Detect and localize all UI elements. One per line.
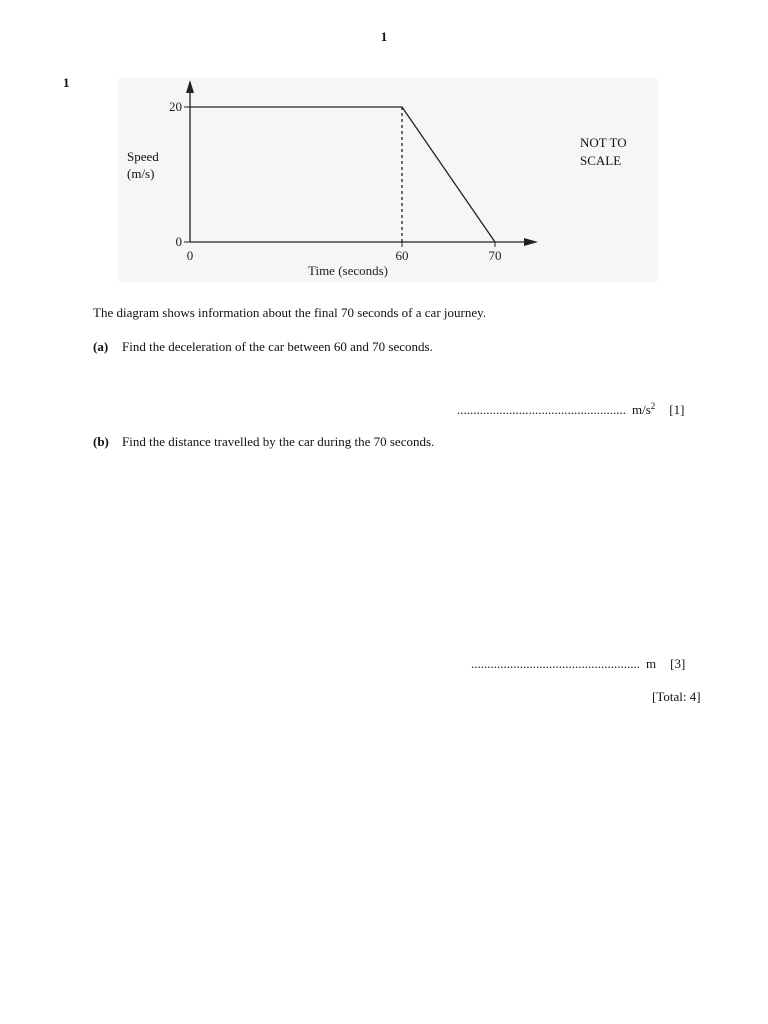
- page-number: 1: [380, 29, 388, 44]
- question-intro: The diagram shows information about the final 70 seconds of a car journey.: [93, 305, 487, 320]
- x-tick-label-0: 0: [186, 248, 194, 263]
- speed-line: [190, 107, 495, 242]
- part-a-letter: (a): [93, 339, 109, 354]
- total-marks: [Total: 4]: [652, 689, 701, 704]
- part-a-marks: [1]: [669, 402, 685, 417]
- x-axis-label: Time (seconds): [307, 263, 389, 278]
- part-a-unit: [632, 402, 655, 417]
- part-a-unit-base: m/s: [632, 402, 651, 417]
- y-tick-label-20: 20: [169, 99, 182, 114]
- part-a-text: Find the deceleration of the car between 60 and 70 seconds.: [122, 339, 433, 354]
- x-axis-arrowhead: [524, 238, 538, 246]
- y-axis-label: [127, 148, 159, 182]
- x-tick-label-70: 70: [488, 248, 502, 263]
- x-tick-label-60: 60: [395, 248, 409, 263]
- speed-time-graph: [118, 78, 658, 282]
- part-b-letter: (b): [93, 434, 109, 449]
- part-a-unit-exponent: 2: [650, 401, 656, 411]
- part-a-answer-line: [457, 401, 684, 418]
- y-axis-label-line2: (m/s): [127, 166, 155, 181]
- part-b-unit-base: m: [646, 656, 657, 671]
- part-b: [93, 434, 434, 450]
- part-b-marks: [3]: [670, 656, 686, 671]
- part-b-answer-line: [471, 656, 685, 672]
- part-a: [93, 339, 433, 355]
- part-b-answer-dots: ....................................................: [471, 656, 640, 671]
- part-b-unit: [646, 656, 656, 671]
- part-b-text: Find the distance travelled by the car during the 70 seconds.: [122, 434, 435, 449]
- part-a-answer-dots: ....................................................: [457, 402, 626, 417]
- question-number: 1: [63, 75, 70, 90]
- y-tick-label-0: 0: [175, 234, 182, 249]
- y-axis-label-line1: Speed: [127, 149, 159, 164]
- not-to-scale-note: NOT TO SCALE: [580, 135, 627, 168]
- y-axis-arrowhead: [186, 80, 194, 93]
